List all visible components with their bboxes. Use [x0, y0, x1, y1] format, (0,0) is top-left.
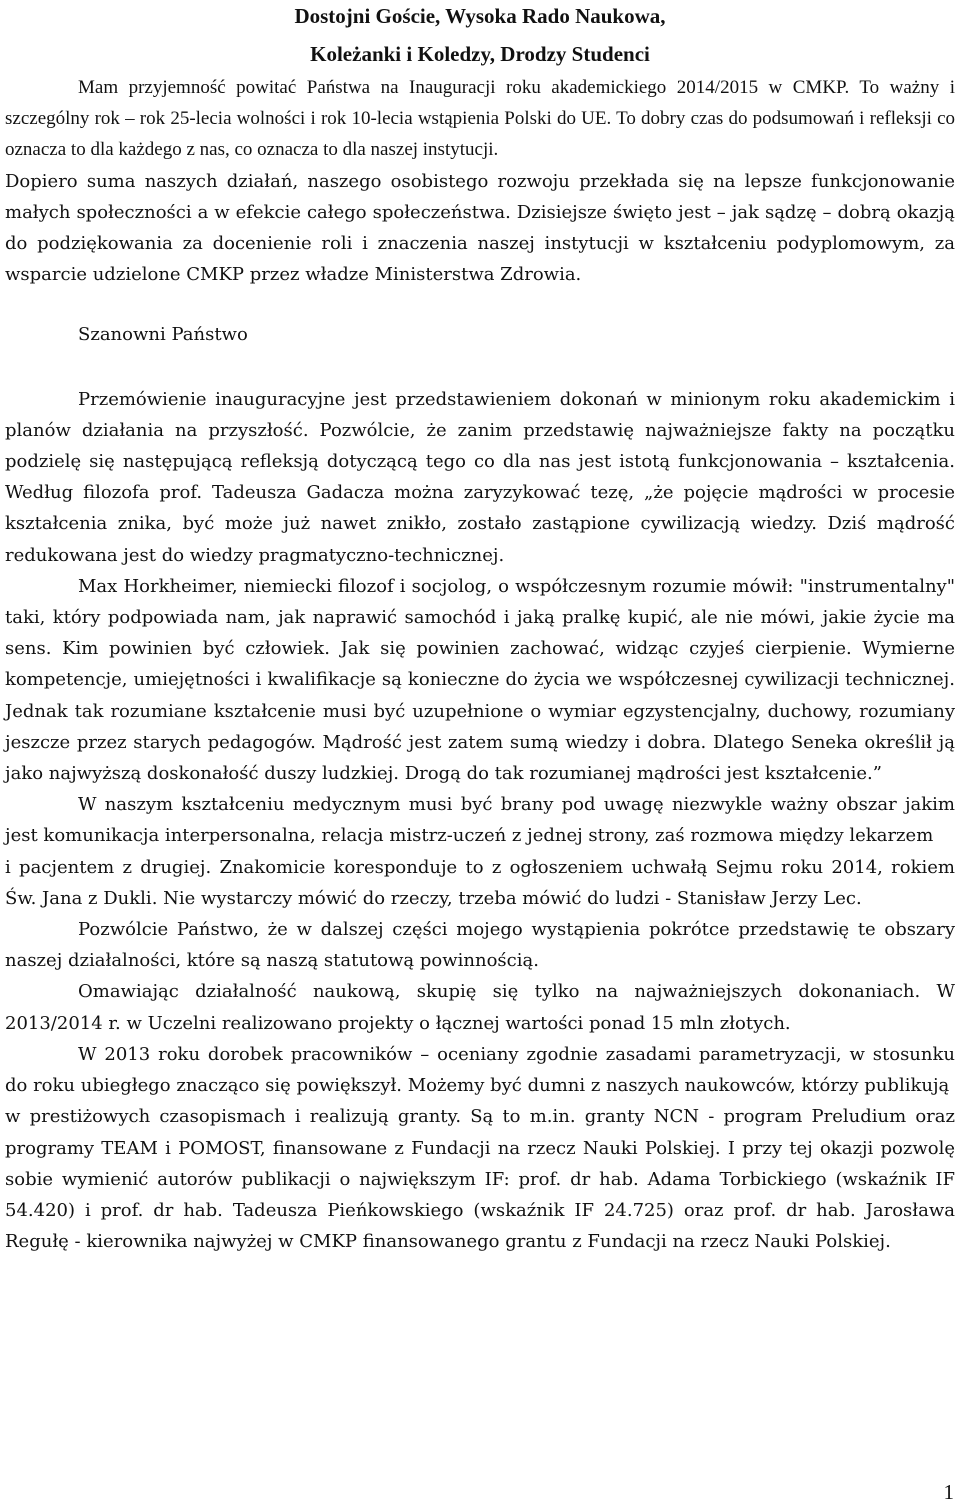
paragraph-horkheimer: Max Horkheimer, niemiecki filozof i socjolog, o współczesnym rozumie mówił: "instrumentalny" taki, który podpowiada nam, jak naprawić samochód i jaką pralkę kupić, ale nie mówi, jakie życie ma sens. Kim powinien być człowiek. Jak się powinien zachować, widząc czyjeś cierpienie. Wymierne kompetencje, umiejętności i kwalifikacje są konieczne do życia we współczesnej cywilizacji technicznej. Jednak tak rozumiane kształcenie musi być uzupełnione o wymiar egzystencjalny, duchowy, rozumiany jeszcze przez starych pedagogów. Mądrość jest zatem sumą wiedzy i dobra. Dlatego Seneka określił ją jako najwyższą doskonałość duszy ludzkiej. Drogą do tak rozumianej mądrości jest kształcenie.” — [5, 575, 955, 785]
paragraph-areas: Pozwólcie Państwo, że w dalszej części mojego wystąpienia pokrótce przedstawię te obszary naszej działalności, które są naszą statutową powinnością. — [5, 919, 955, 972]
paragraph-communication-a: W naszym kształceniu medycznym musi być brany pod uwagę niezwykle ważny obszar jakim jest komunikacja interpersonalna, relacja mistrz-uczeń z jednej strony, zaś rozmowa między lekarzem — [5, 794, 955, 847]
title-line-1: Dostojni Goście, Wysoka Rado Naukowa, — [294, 4, 666, 28]
page-number: 1 — [943, 1480, 954, 1504]
paragraph-output-b: w prestiżowych czasopismach i realizują granty. Są to m.in. granty NCN - program Preludium oraz programy TEAM i POMOST, finansowane z Fundacji na rzecz Nauki Polskiej. I przy tej okazji pozwolę sobie wymienić autorów publikacji o największym IF: prof. dr hab. Adama Torbickiego (wskaźnik IF 54.420) i prof. dr hab. Tadeusza Pieńkowskiego (wskaźnik IF 24.725) oraz prof. dr hab. Jarosława Regułę - kierownika najwyżej w CMKP finansowanego grantu z Fundacji na rzecz Nauki Polskiej. — [5, 1106, 955, 1253]
paragraph-science: Omawiając działalność naukową, skupię się tylko na najważniejszych dokonaniach. W 2013/2014 r. w Uczelni realizowano projekty o łącznej wartości ponad 15 mln złotych. — [5, 981, 955, 1034]
paragraph-output-a: W 2013 roku dorobek pracowników – oceniany zgodnie zasadami parametryzacji, w stosunku do roku ubiegłego znacząco się powiększył. Możemy być dumni z naszych naukowców, którzy publikują — [5, 1043, 955, 1097]
paragraph-communication-b: i pacjentem z drugiej. Znakomicie koresponduje to z ogłoszeniem uchwałą Sejmu roku 2014, rokiem Św. Jana z Dukli. Nie wystarczy mówić do rzeczy, trzeba mówić do ludzi - Stanisław Jerzy Lec. — [5, 856, 955, 909]
paragraph-salutation: Szanowni Państwo — [78, 324, 248, 346]
document-page — [5, 0, 955, 1257]
title-line-2: Koleżanki i Koledzy, Drodzy Studenci — [310, 42, 650, 66]
paragraph-speech: Przemówienie inauguracyjne jest przedstawieniem dokonań w minionym roku akademickim i planów działania na przyszłość. Pozwólcie, że zanim przedstawię najważniejsze fakty na początku podzielę się następującą refleksją dotyczącą tego co dla nas jest istotą funkcjonowania – kształcenia. Według filozofa prof. Tadeusza Gadacza można zaryzykować tezę, „że pojęcie mądrości w procesie kształcenia znika, być może już nawet znikło, zostało zastąpione cywilizacją wiedzy. Dziś mądrość redukowana jest do wiedzy pragmatyczno-technicznej. — [5, 388, 955, 566]
paragraph-intro-times: Mam przyjemność powitać Państwa na Inauguracji roku akademickiego 2014/2015 w CMKP. To ważny i szczególny rok – rok 25-lecia wolności i rok 10-lecia wstąpienia Polski do UE. To dobry czas do podsumowań i refleksji co oznacza to dla każdego z nas, co oznacza to dla naszej instytucji. — [5, 77, 955, 161]
paragraph-intro-rest: Dopiero suma naszych działań, naszego osobistego rozwoju przekłada się na lepsze funkcjonowanie małych społeczności a w efekcie całego społeczeństwa. Dzisiejsze święto jest – jak sądzę – dobrą okazją do podziękowania za docenienie roli i znaczenia naszej instytucji w kształceniu podyplomowym, za wsparcie udzielone CMKP przez władze Ministerstwa Zdrowia. — [5, 170, 955, 286]
